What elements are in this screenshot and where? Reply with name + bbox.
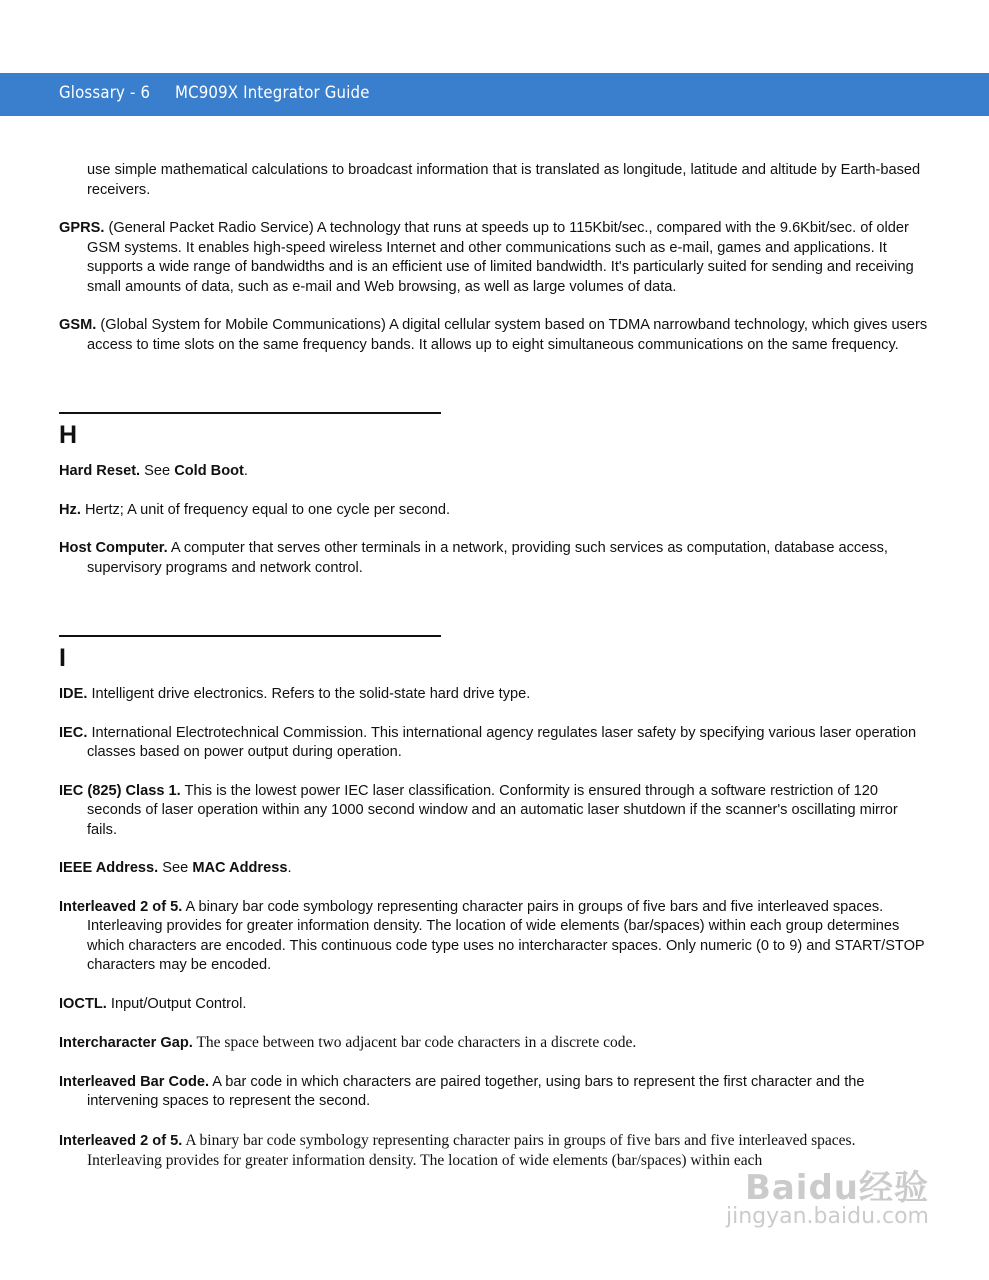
term-iec-825: IEC (825) Class 1. bbox=[59, 782, 181, 799]
term-hz: Hz. bbox=[59, 501, 81, 518]
link-mac-address: MAC Address bbox=[192, 860, 288, 876]
watermark-url: jingyan.baidu.com bbox=[725, 1204, 929, 1229]
header-page-number: Glossary - 6 bbox=[59, 83, 151, 103]
entry-gprs bbox=[59, 219, 929, 297]
entry-intercharacter-gap bbox=[59, 1033, 929, 1054]
period: . bbox=[287, 860, 292, 876]
def-iec-825: This is the lowest power IEC laser classification. Conformity is ensured through a software restriction of 120 seconds of laser operation within any 1000 second window and an automatic laser shutdown if the scanner's oscillating mirror fails. bbox=[87, 782, 898, 838]
def-hz: Hertz; A unit of frequency equal to one cycle per second. bbox=[80, 501, 451, 518]
entry-iec-825 bbox=[59, 782, 929, 841]
term-ieee-address: IEEE Address. bbox=[59, 860, 159, 876]
def-interleaved-2-of-5-repeat: A binary bar code symbology representing character pairs in groups of five bars and five interleaved spaces. Interleaving provides for greater information density. The location of wide elements (bar/spaces) within each bbox=[87, 1131, 856, 1169]
section-heading-h: H bbox=[59, 421, 78, 449]
def-iec: International Electrotechnical Commission. This international agency regulates laser safety by specifying various laser operation classes based on power output during operation. bbox=[87, 724, 917, 760]
entry-ieee-address bbox=[59, 859, 929, 879]
def-ide: Intelligent drive electronics. Refers to the solid-state hard drive type. bbox=[87, 686, 531, 702]
page-header-bar bbox=[0, 73, 989, 116]
period: . bbox=[243, 463, 248, 479]
def-interleaved-bar-code: A bar code in which characters are paired together, using bars to represent the first character and the intervening spaces to represent the second. bbox=[87, 1073, 865, 1109]
section-heading-i: I bbox=[59, 644, 66, 672]
entry-gsm bbox=[59, 316, 929, 355]
entry-hz bbox=[59, 501, 929, 521]
entry-host-computer bbox=[59, 539, 929, 578]
term-gprs: GPRS. bbox=[59, 220, 105, 236]
entry-interleaved-2-of-5 bbox=[59, 898, 929, 976]
entry-hard-reset bbox=[59, 462, 929, 482]
term-host-computer: Host Computer. bbox=[59, 540, 168, 556]
entry-iec bbox=[59, 724, 929, 763]
term-intercharacter-gap: Intercharacter Gap. bbox=[59, 1035, 193, 1051]
term-iec: IEC. bbox=[59, 724, 88, 741]
entry-ioctl bbox=[59, 995, 929, 1015]
gps-continuation: use simple mathematical calculations to broadcast information that is translated as longitude, latitude and altitude by Earth-based receivers. bbox=[87, 162, 921, 198]
see-text: See bbox=[140, 463, 175, 479]
def-host-computer: A computer that serves other terminals in a network, providing such services as computation, database access, supervisory programs and network control. bbox=[87, 540, 888, 576]
section-divider-i bbox=[59, 635, 441, 637]
section-divider-h bbox=[59, 412, 441, 414]
glossary-content bbox=[59, 161, 929, 1172]
watermark-logo: Baidu经验 bbox=[744, 1168, 929, 1208]
header-doc-title: MC909X Integrator Guide bbox=[175, 83, 370, 103]
entry-interleaved-bar-code bbox=[59, 1073, 929, 1112]
link-cold-boot: Cold Boot bbox=[174, 463, 244, 479]
def-gsm: (Global System for Mobile Communications) A digital cellular system based on TDMA narrowband technology, which gives users access to time slots on the same frequency bands. It allows up to eight simultaneous communications on the same frequency. bbox=[87, 317, 928, 353]
def-interleaved-2-of-5: A binary bar code symbology representing character pairs in groups of five bars and five interleaved spaces. Interleaving provides for greater information density. The location of wide elements (bar/spaces) within each group determines which characters are encoded. This continuous code type uses no intercharacter spaces. Only numeric (0 to 9) and START/STOP characters may be encoded. bbox=[87, 898, 925, 973]
term-interleaved-2-of-5-repeat: Interleaved 2 of 5. bbox=[59, 1132, 183, 1149]
term-ioctl: IOCTL. bbox=[59, 995, 107, 1012]
term-interleaved-bar-code: Interleaved Bar Code. bbox=[59, 1073, 210, 1090]
term-hard-reset: Hard Reset. bbox=[59, 463, 141, 479]
term-gsm: GSM. bbox=[59, 317, 97, 333]
see-text: See bbox=[158, 860, 193, 876]
def-intercharacter-gap: The space between two adjacent bar code characters in a discrete code. bbox=[192, 1034, 637, 1051]
entry-ide bbox=[59, 685, 929, 705]
term-interleaved-2-of-5: Interleaved 2 of 5. bbox=[59, 898, 183, 915]
def-gprs: (General Packet Radio Service) A technology that runs at speeds up to 115Kbit/sec., compared with the 9.6Kbit/sec. of older GSM systems. It enables high-speed wireless Internet and other communications such as e-mail, games and applications. It supports a wide range of bandwidths and is an efficient use of limited bandwidth. It's particularly suited for sending and receiving small amounts of data, such as e-mail and Web browsing, as well as large volumes of data. bbox=[87, 220, 914, 295]
baidu-watermark bbox=[699, 1160, 929, 1240]
def-ioctl: Input/Output Control. bbox=[106, 995, 247, 1012]
term-ide: IDE. bbox=[59, 686, 88, 702]
